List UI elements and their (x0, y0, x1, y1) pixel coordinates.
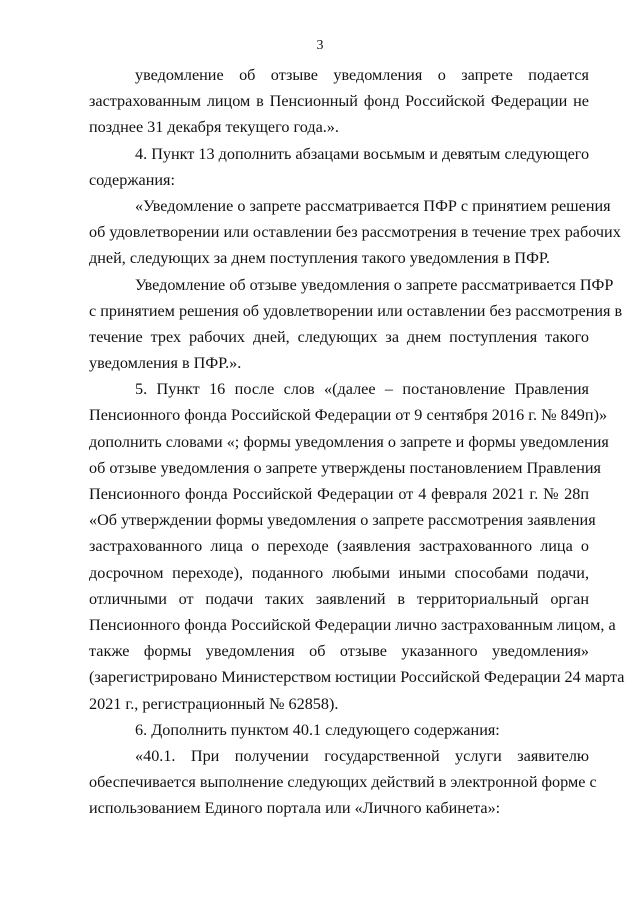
text-line: течение трех рабочих дней, следующих за днем поступления такого (89, 327, 589, 346)
paragraph (89, 376, 625, 716)
paragraph (89, 717, 589, 743)
text-line: дополнить словами «; формы уведомления о запрете и формы уведомления (89, 432, 609, 451)
text-line: об отзыве уведомления о запрете утверждены постановлением Правления (89, 458, 601, 477)
paragraph (89, 141, 589, 193)
paragraph (89, 193, 621, 272)
text-line: Пенсионного фонда Российской Федерации лично застрахованным лицом, а (89, 615, 616, 634)
text-line: 5. Пункт 16 после слов «(далее – постановление Правления (135, 380, 589, 399)
text-line: 6. Дополнить пунктом 40.1 следующего содержания: (135, 720, 500, 739)
page-number: 3 (316, 38, 324, 53)
text-line: уведомление об отзыве уведомления о запрете подается (135, 66, 589, 84)
text-line: использованием Единого портала или «Личного кабинета»: (89, 799, 501, 818)
text-line: «Уведомление о запрете рассматривается ПФР с принятием решения (135, 196, 611, 215)
text-line: содержания: (89, 170, 175, 189)
text-line: Пенсионного фонда Российской Федерации от 4 февраля 2021 г. № 28п (89, 485, 589, 503)
text-line: «Об утверждении формы уведомления о запрете рассмотрения заявления (89, 511, 596, 530)
text-line: отличными от подачи таких заявлений в территориальный орган (89, 589, 589, 608)
text-line: с принятием решения об удовлетворении или оставлении без рассмотрения в (89, 301, 623, 320)
text-line: Уведомление об отзыве уведомления о запрете рассматривается ПФР (135, 275, 614, 294)
text-line: обеспечивается выполнение следующих действий в электронной форме с (89, 773, 597, 792)
text-line: об удовлетворении или оставлении без рассмотрения в течение трех рабочих (89, 223, 621, 242)
text-line: Пенсионного фонда Российской Федерации от 9 сентября 2016 г. № 849п)» (89, 406, 608, 425)
text-line: уведомления в ПФР.». (89, 354, 242, 373)
text-line: дней, следующих за днем поступления такого уведомления в ПФР. (89, 249, 550, 268)
paragraph (89, 62, 589, 141)
text-line: (зарегистрировано Министерством юстиции Российской Федерации 24 марта (89, 668, 625, 687)
text-line: досрочном переходе), поданного любыми иными способами подачи, (89, 563, 589, 582)
text-line: застрахованного лица о переходе (заявления застрахованного лица о (89, 537, 589, 556)
document-body (89, 62, 625, 821)
text-line: 4. Пункт 13 дополнить абзацами восьмым и девятым следующего (135, 144, 590, 163)
text-line: застрахованным лицом в Пенсионный фонд Российской Федерации не (89, 92, 589, 111)
text-line: «40.1. При получении государственной услуги заявителю (135, 746, 589, 765)
text-line: 2021 г., регистрационный № 62858). (89, 694, 339, 713)
paragraph (89, 272, 623, 377)
paragraph (89, 743, 597, 822)
text-line: позднее 31 декабря текущего года.». (89, 118, 339, 137)
text-line: также формы уведомления об отзыве указанного уведомления» (89, 642, 589, 661)
